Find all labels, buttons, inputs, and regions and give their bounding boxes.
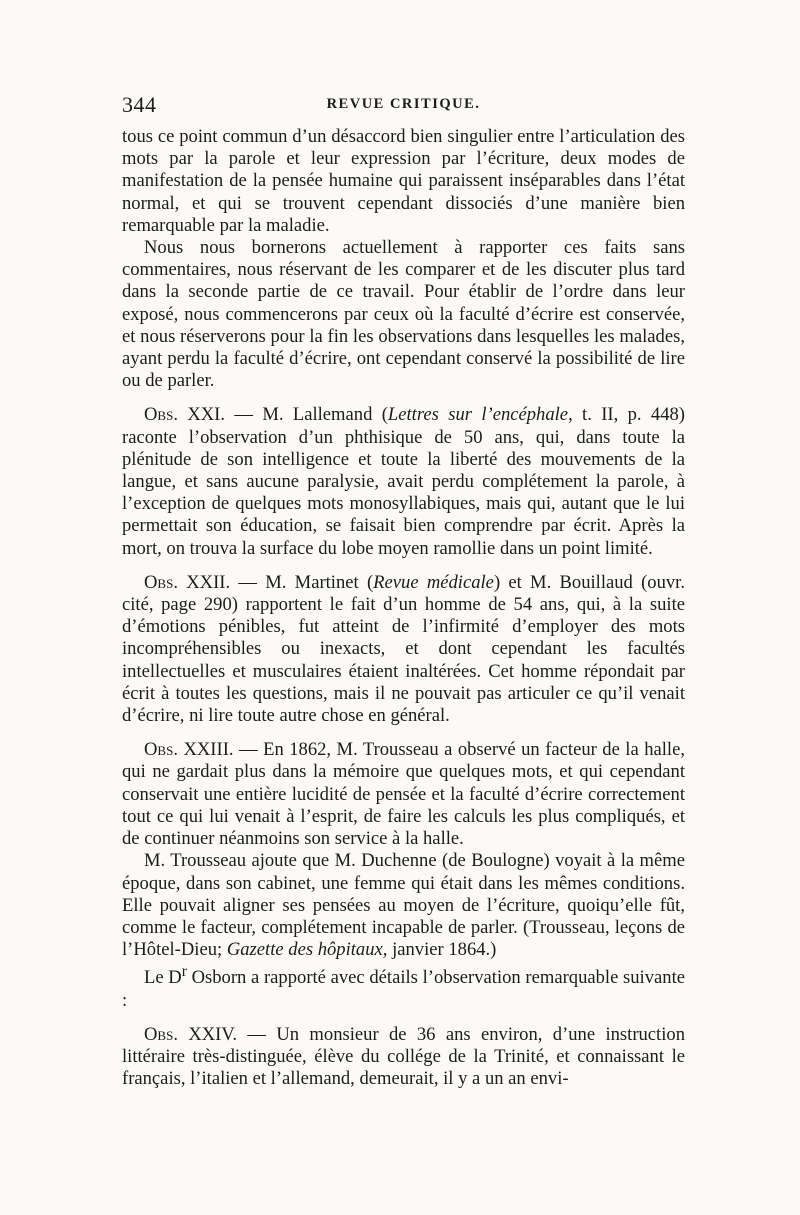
observation-label: Obs. XXII. (144, 571, 231, 593)
reference-title: Revue médicale (373, 571, 494, 593)
observation-24: Obs. XXIV. — Un monsieur de 36 ans environ, d’une instruction littéraire très-distinguée, élève du collége de la Trinité, et connaissant le français, l’italien et l’allemand, demeurait, il y a un an envi- (122, 1023, 685, 1090)
running-title: REVUE CRITIQUE. (326, 96, 481, 112)
paragraph-trousseau: M. Trousseau ajoute que M. Duchenne (de Boulogne) voyait à la même époque, dans son cabinet, une femme qui était dans les mêmes conditions. Elle pouvait aligner ses pensées au moyen de l’écriture, quoiqu’elle fût, comme le facteur, complétement incapable de parler. (Trousseau, leçons de l’Hôtel-Dieu; Gazette des hôpitaux, janvier 1864.) (122, 850, 685, 961)
observation-label: Obs. XXIV. (144, 1023, 238, 1045)
reference-title: Lettres sur l’encéphale (387, 404, 569, 426)
paragraph-osborn: Le $D^r$ Osborn a rapporté avec détails l’observation remarquable suivante : (122, 963, 685, 1011)
body-text (122, 126, 685, 1091)
paragraph-continuation: tous ce point commun d’un désaccord bien singulier entre l’articulation des mots par la parole et leur expression par l’écriture, deux modes de manifestation de la pensée humaine qui paraissent inséparables dans l’état normal, et qui se trouvent cependant dissociés d’une manière bien remarquable par la maladie. (122, 126, 685, 236)
reference-title: Gazette des hôpitaux (226, 939, 383, 961)
observation-label: Obs. XXI. (144, 404, 226, 426)
paragraph-method: Nous nous bornerons actuellement à rapporter ces faits sans commentaires, nous réservant de les comparer et de les discuter plus tard dans la seconde partie de ce travail. Pour établir de l’ordre dans leur exposé, nous commencerons par ceux où la faculté d’écrire est conservée, et nous réserverons pour la fin les observations dans lesquelles les malades, ayant perdu la faculté d’écrire, ont cependant conservé la possibilité de lire ou de parler. (122, 237, 685, 392)
page-number: 344 (122, 92, 157, 117)
observation-22: Obs. XXII. — M. Martinet (Revue médicale) et M. Bouillaud (ouvr. cité, page 290) rapportent le fait d’un homme de 54 ans, qui, à la suite d’émotions pénibles, fut atteint de l’infirmité d’employer des mots incompréhensibles ou inexacts, et dont cependant les facultés intellectuelles et musculaires étaient inaltérées. Cet homme répondait par écrit à toutes les questions, mais il ne pouvait pas articuler ce qu’il venait d’écrire, ni lire toute autre chose en général. (122, 571, 685, 727)
observation-21: Obs. XXI. — M. Lallemand (Lettres sur l’encéphale, t. II, p. 448) raconte l’observation d’un phthisique de 50 ans, qui, dans toute la plénitude de son intelligence et toute la liberté des mouvements de la langue, et sans aucune paralysie, avait perdu complétement la parole, à l’exception de quelques mots monosyllabiques, mais qui, autant que le lui permettait son éducation, se faisait bien comprendre par écrit. Après la mort, on trouva la surface du lobe moyen ramollie dans un point limité. (122, 404, 685, 559)
observation-23: Obs. XXIII. — En 1862, M. Trousseau a observé un facteur de la halle, qui ne gardait plus dans la mémoire que quelques mots, et qui cependant conservait une entière lucidité de pensée et la faculté d’écrire correctement tout ce qui lui venait à l’esprit, de faire les calculs les plus compliqués, et de continuer néanmoins son service à la halle. (122, 739, 685, 850)
page-header (122, 92, 685, 120)
observation-label: Obs. XXIII. (144, 739, 234, 761)
